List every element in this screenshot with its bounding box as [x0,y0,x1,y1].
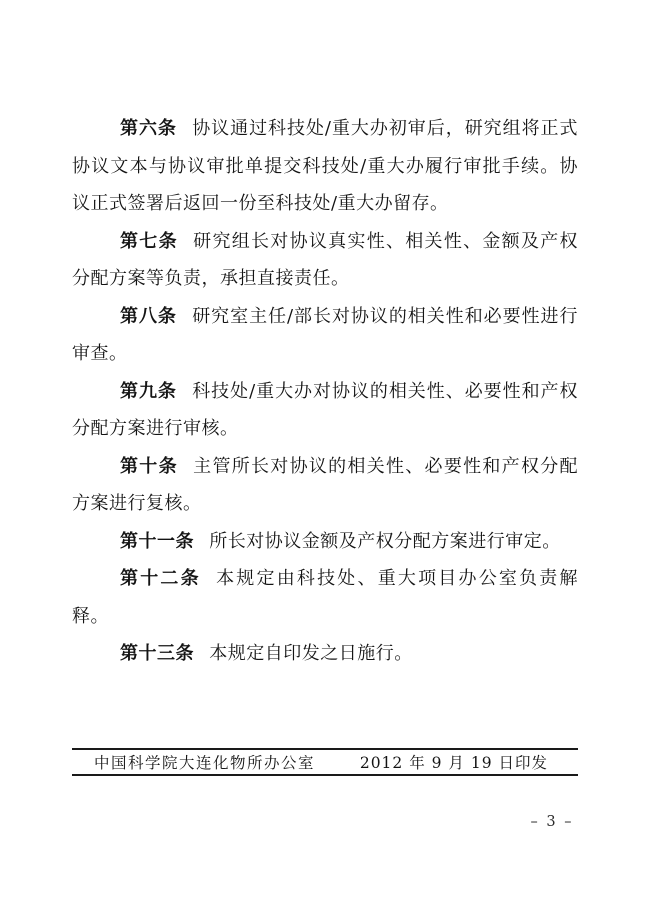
article-number: 第十二条 [120,568,201,589]
article [72,298,578,373]
article-text: 本规定自印发之日施行。 [209,643,413,664]
article-number: 第十条 [120,455,178,477]
article [72,223,578,298]
article-text: 协议通过科技处/重大办初审后，研究组将正式协议文本与协议审批单提交科技处/重大办履行审批手续。协议正式签署后返回一份至科技处/重大办留存。 [72,118,579,214]
article-number: 第十一条 [120,530,194,552]
article-number: 第十三条 [120,643,194,664]
article-text: 研究室主任/部长对协议的相关性和必要性进行审查。 [72,305,579,364]
issuance-footer [72,748,578,776]
article [72,635,578,673]
article [72,523,578,561]
article [72,560,578,635]
article-number: 第九条 [120,380,177,402]
article-number: 第六条 [120,118,177,139]
article-text: 主管所长对协议的相关性、必要性和产权分配方案进行复核。 [72,455,579,514]
article-text: 研究组长对协议真实性、相关性、金额及产权分配方案等负责，承担直接责任。 [72,230,579,289]
issue-date: 2012 年 9 月 19 日印发 [359,754,548,772]
article-text: 所长对协议金额及产权分配方案进行审定。 [209,530,561,552]
article [72,110,578,223]
article-text: 科技处/重大办对协议的相关性、必要性和产权分配方案进行审核。 [72,380,579,439]
page-number: – 3 – [530,814,574,830]
article-number: 第七条 [120,230,178,252]
issuing-office: 中国科学院大连化物所办公室 [94,754,316,772]
article-text: 本规定由科技处、重大项目办公室负责解释。 [72,568,579,627]
article-number: 第八条 [120,305,177,327]
article [72,448,578,523]
document-body [72,110,578,673]
article [72,373,578,448]
